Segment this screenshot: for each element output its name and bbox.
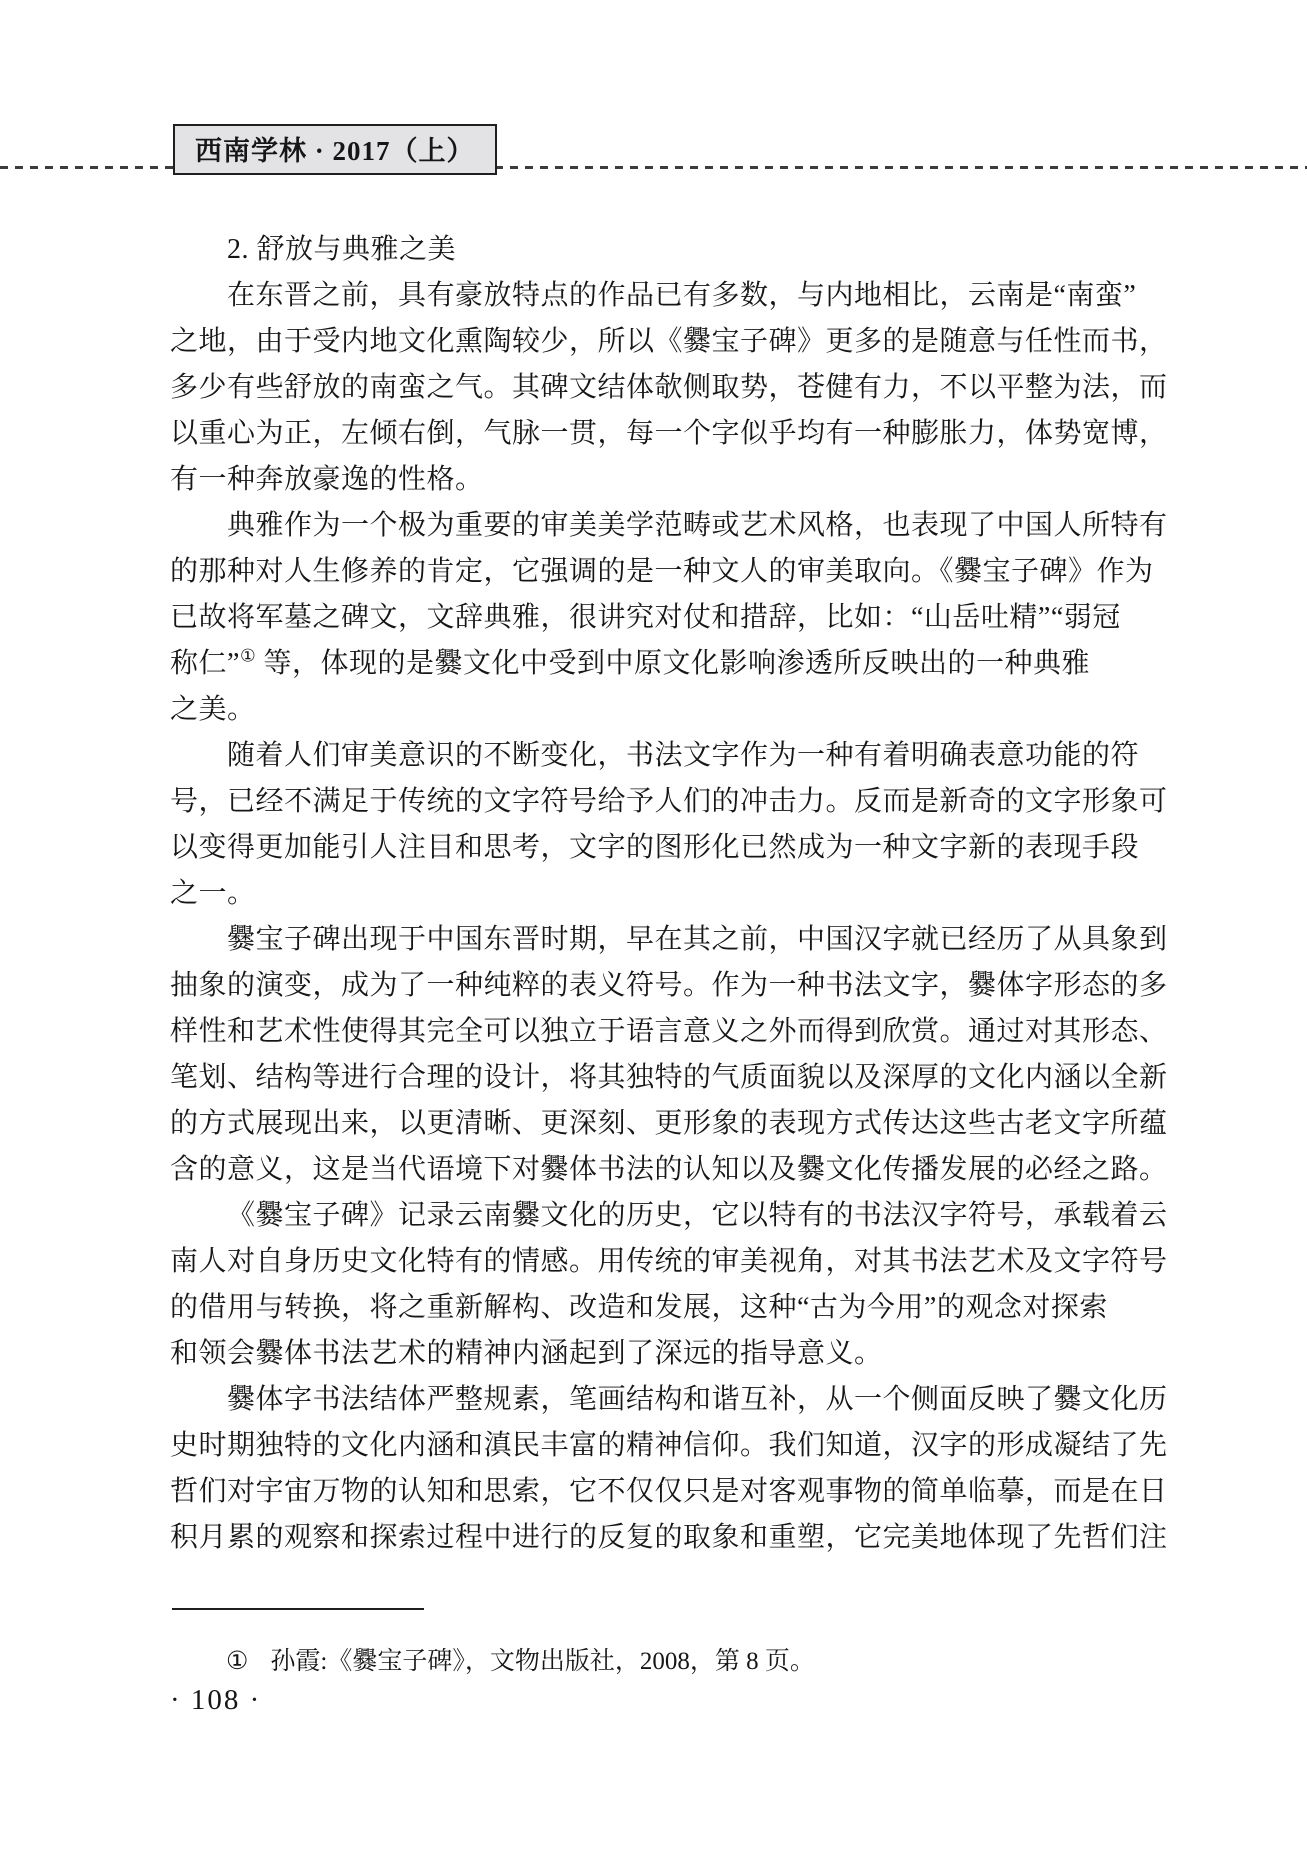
footnote-marker: ① — [226, 1648, 249, 1675]
body-text-line: 笔划、结构等进行合理的设计，将其独特的气质面貌以及深厚的文化内涵以全新 — [170, 1062, 1168, 1093]
body-text-line: 之一。 — [170, 878, 256, 909]
footnote-text: 孙霞:《爨宝子碑》，文物出版社，2008，第 8 页。 — [270, 1648, 815, 1675]
body-text-line: 随着人们审美意识的不断变化，书法文字作为一种有着明确表意功能的符 — [227, 740, 1140, 771]
body-text-line: 号，已经不满足于传统的文字符号给予人们的冲击力。反而是新奇的文字形象可 — [170, 786, 1168, 817]
body-text-line: 的那种对人生修养的肯定，它强调的是一种文人的审美取向。《爨宝子碑》作为 — [170, 556, 1154, 587]
article-body — [170, 227, 1180, 1561]
body-text-line: 称仁”① 等，体现的是爨文化中受到中原文化影响渗透所反映出的一种典雅 — [170, 646, 1091, 679]
journal-header-badge — [173, 124, 497, 175]
page-number: · 108 · — [170, 1684, 262, 1716]
body-text-line: 样性和艺术性使得其完全可以独立于语言意义之外而得到欣赏。通过对其形态、 — [170, 1016, 1168, 1047]
body-text-line: 在东晋之前，具有豪放特点的作品已有多数，与内地相比，云南是“南蛮” — [227, 280, 1137, 311]
body-text-line: 典雅作为一个极为重要的审美美学范畴或艺术风格，也表现了中国人所特有 — [227, 510, 1168, 541]
body-text-line: 和领会爨体书法艺术的精神内涵起到了深远的指导意义。 — [170, 1338, 883, 1369]
body-text-line: 以变得更加能引人注目和思考，文字的图形化已然成为一种文字新的表现手段 — [170, 832, 1140, 863]
body-paragraphs — [170, 273, 1180, 1561]
body-text-line: 史时期独特的文化内涵和滇民丰富的精神信仰。我们知道，汉字的形成凝结了先 — [170, 1430, 1168, 1461]
body-text-line: 有一种奔放豪逸的性格。 — [170, 464, 484, 495]
footnote — [226, 1645, 815, 1679]
journal-title: 西南学林 · 2017（上） — [195, 136, 475, 166]
footnote-separator — [172, 1608, 424, 1610]
body-text-line: 的借用与转换，将之重新解构、改造和发展，这种“古为今用”的观念对探索 — [170, 1292, 1108, 1323]
body-text-line: 含的意义，这是当代语境下对爨体书法的认知以及爨文化传播发展的必经之路。 — [170, 1154, 1168, 1185]
body-text-line: 以重心为正，左倾右倒，气脉一贯，每一个字似乎均有一种膨胀力，体势宽博， — [170, 418, 1168, 449]
body-text-line: 积月累的观察和探索过程中进行的反复的取象和重塑，它完美地体现了先哲们注 — [170, 1522, 1168, 1553]
body-text-line: 之美。 — [170, 694, 256, 725]
body-text-line: 哲们对宇宙万物的认知和思索，它不仅仅只是对客观事物的简单临摹，而是在日 — [170, 1476, 1168, 1507]
body-text-line: 爨体字书法结体严整规素，笔画结构和谐互补，从一个侧面反映了爨文化历 — [227, 1384, 1168, 1415]
body-text-line: 爨宝子碑出现于中国东晋时期，早在其之前，中国汉字就已经历了从具象到 — [227, 924, 1168, 955]
body-text-line: 《爨宝子碑》记录云南爨文化的历史，它以特有的书法汉字符号，承载着云 — [227, 1200, 1168, 1231]
body-text-line: 南人对自身历史文化特有的情感。用传统的审美视角，对其书法艺术及文字符号 — [170, 1246, 1168, 1277]
body-text-line: 已故将军墓之碑文，文辞典雅，很讲究对仗和措辞，比如：“山岳吐精”“弱冠 — [170, 602, 1121, 633]
body-text-line: 之地，由于受内地文化熏陶较少，所以《爨宝子碑》更多的是随意与任性而书， — [170, 326, 1168, 357]
body-text-line: 多少有些舒放的南蛮之气。其碑文结体欹侧取势，苍健有力，不以平整为法，而 — [170, 372, 1168, 403]
section-heading: 2. 舒放与典雅之美 — [227, 234, 457, 265]
footnote-ref-marker: ① — [239, 646, 256, 666]
body-text-line: 抽象的演变，成为了一种纯粹的表义符号。作为一种书法文字，爨体字形态的多 — [170, 970, 1168, 1001]
body-text-line: 的方式展现出来，以更清晰、更深刻、更形象的表现方式传达这些古老文字所蕴 — [170, 1108, 1168, 1139]
